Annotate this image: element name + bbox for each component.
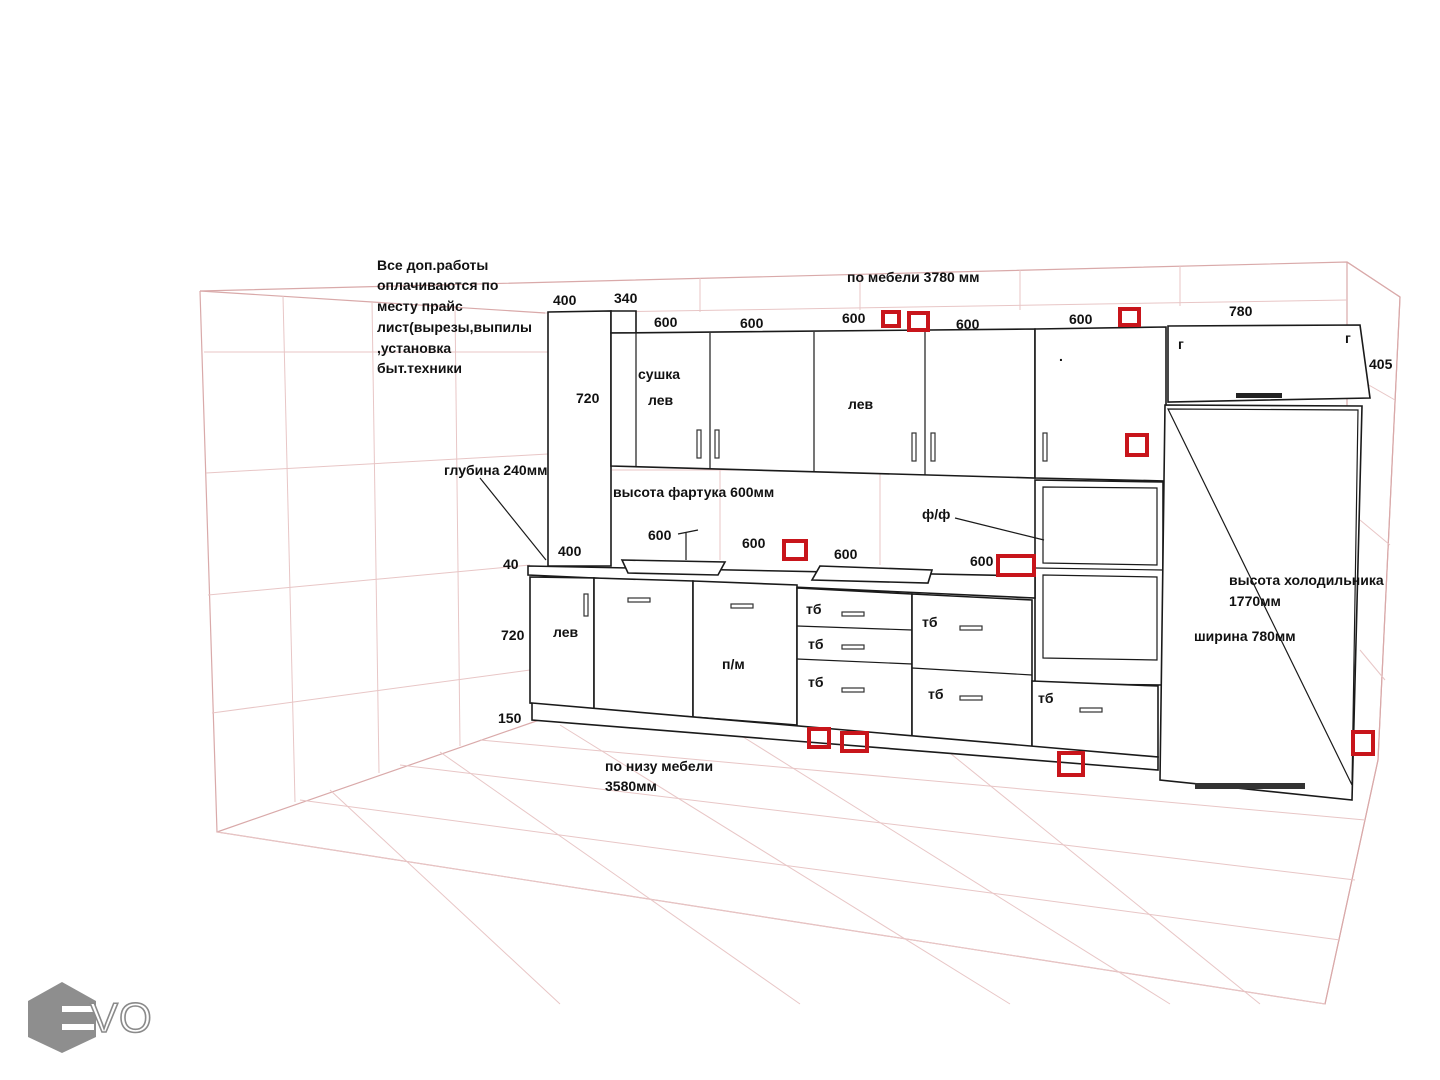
dim-400-top: 400 (553, 292, 577, 308)
lower-handle (960, 696, 982, 700)
upper-handle (931, 433, 935, 461)
label-g: г (1345, 330, 1351, 346)
lower-handle (628, 598, 650, 602)
dim-depth: глубина 240мм (444, 462, 548, 478)
dim-600-sink: 600 (648, 527, 672, 543)
dim-780: 780 (1229, 303, 1253, 319)
hexagon-icon (28, 982, 96, 1053)
lower-handle (842, 688, 864, 692)
dim-405: 405 (1369, 356, 1393, 372)
lower-handle (842, 612, 864, 616)
lower-handle (842, 645, 864, 649)
open-niche (1035, 480, 1163, 685)
socket-marker (998, 556, 1034, 575)
label-dryer: сушка (638, 366, 681, 382)
dim-600-hob: 600 (834, 546, 858, 562)
label-left: лев (648, 392, 674, 408)
socket-marker (883, 312, 899, 326)
upper-handle (912, 433, 916, 461)
evo-logo (28, 982, 153, 1053)
socket-marker (909, 313, 928, 330)
label-tb: тб (806, 601, 822, 617)
fridge-height: 1770мм (1229, 593, 1281, 609)
fridge-width: ширина 780мм (1194, 628, 1296, 644)
dim-apron: высота фартука 600мм (613, 484, 775, 500)
upper-cabinets (611, 327, 1166, 481)
label-dishwasher: п/м (722, 656, 745, 672)
label-g: г (1178, 336, 1184, 352)
note-block (377, 257, 532, 376)
dim-600: 600 (956, 316, 980, 332)
label-tb: тб (808, 674, 824, 690)
note-line: лист(вырезы,выпилы (377, 319, 532, 335)
sink (622, 560, 725, 575)
dim-top-total: по мебели 3780 мм (847, 269, 980, 285)
dim-400-counter: 400 (558, 543, 582, 559)
upper-handle (697, 430, 701, 458)
upper-handle (1043, 433, 1047, 461)
lower-handle (960, 626, 982, 630)
label-tb: тб (1038, 690, 1054, 706)
logo-text: VO (90, 994, 153, 1041)
label-facade: ф/ф (922, 506, 951, 522)
note-line: быт.техники (377, 360, 463, 376)
upper-handle (715, 430, 719, 458)
note-line: оплачиваются по (377, 277, 499, 293)
socket-marker (1120, 309, 1139, 325)
dim-600: 600 (654, 314, 678, 330)
label-left-lower: лев (553, 624, 579, 640)
label-tb: тб (922, 614, 938, 630)
dim-bottom-total: 3580мм (605, 778, 657, 794)
dim-600-right: 600 (970, 553, 994, 569)
dim-600: 600 (1069, 311, 1093, 327)
dim-720-upper: 720 (576, 390, 600, 406)
note-line: месту прайс (377, 298, 463, 314)
label-tb: тб (928, 686, 944, 702)
socket-marker (784, 541, 806, 559)
note-line: ,установка (377, 340, 452, 356)
dim-150: 150 (498, 710, 522, 726)
dim-600: 600 (842, 310, 866, 326)
label-left: лев (848, 396, 874, 412)
label-dot: . (1059, 348, 1063, 364)
dim-720-lower: 720 (501, 627, 525, 643)
dim-600: 600 (740, 315, 764, 331)
dim-600-mid: 600 (742, 535, 766, 551)
fridge-height: высота холодильника (1229, 572, 1384, 588)
label-tb: тб (808, 636, 824, 652)
lower-handle (584, 594, 588, 616)
dim-340: 340 (614, 290, 638, 306)
dim-40: 40 (503, 556, 519, 572)
dim-bottom-total: по низу мебели (605, 758, 714, 774)
lower-handle (731, 604, 753, 608)
lower-handle (1080, 708, 1102, 712)
hob (812, 566, 932, 583)
socket-marker (1353, 732, 1373, 754)
hood-cabinet (1168, 325, 1370, 402)
note-line: Все доп.работы (377, 257, 489, 273)
